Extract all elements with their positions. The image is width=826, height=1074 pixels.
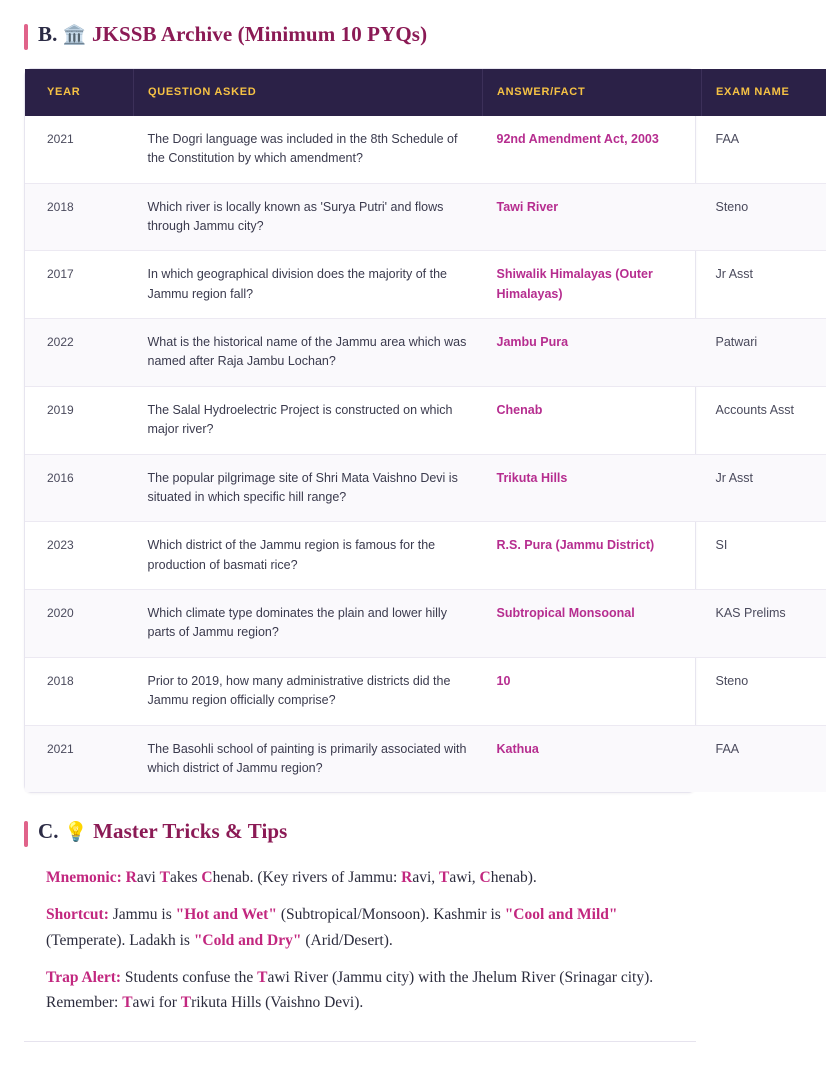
cell-answer: Jambu Pura [483, 319, 702, 387]
table-row [25, 725, 826, 792]
cell-question: Which district of the Jammu region is famous for the production of basmati rice? [134, 522, 483, 590]
table-header [25, 69, 826, 116]
tip-text: Students confuse the Tawi River (Jammu city) with the Jhelum River (Srinagar city). Remember: Tawi for Trikuta Hills (Vaishno Devi). [46, 968, 654, 1011]
cell-answer: R.S. Pura (Jammu District) [483, 522, 702, 590]
table-row [25, 251, 826, 319]
cell-question: The Basohli school of painting is primarily associated with which district of Jammu region? [134, 725, 483, 792]
section-title-text: JKSSB Archive (Minimum 10 PYQs) [91, 22, 428, 46]
cell-exam: Jr Asst [702, 251, 826, 319]
cell-exam: Jr Asst [702, 454, 826, 522]
cell-exam: FAA [702, 725, 826, 792]
cell-exam: Steno [702, 657, 826, 725]
column-header-year: YEAR [25, 69, 134, 116]
column-header-answer: ANSWER/FACT [483, 69, 702, 116]
cell-year: 2019 [25, 386, 134, 454]
cell-answer: 92nd Amendment Act, 2003 [496, 131, 659, 146]
cell-answer: Shiwalik Himalayas (Outer Himalayas) [483, 251, 702, 319]
cell-year: 2018 [25, 657, 134, 725]
table-row [25, 386, 826, 454]
tips-list [24, 865, 696, 1015]
pyq-table [25, 69, 826, 792]
cell-question: Which river is locally known as 'Surya Putri' and flows through Jammu city? [134, 183, 483, 251]
cell-question: In which geographical division does the majority of the Jammu region fall? [134, 251, 483, 319]
cell-question: Which climate type dominates the plain and lower hilly parts of Jammu region? [134, 590, 483, 658]
cell-answer: Trikuta Hills [483, 454, 702, 522]
bank-building-icon: 🏛️ [62, 24, 87, 46]
cell-year: 2021 [47, 131, 74, 146]
cell-exam: Steno [702, 183, 826, 251]
table-row [25, 319, 826, 387]
cell-year: 2017 [25, 251, 134, 319]
column-header-question: QUESTION ASKED [134, 69, 483, 116]
cell-exam: KAS Prelims [702, 590, 826, 658]
footer-divider [24, 1041, 696, 1042]
table-row [25, 590, 826, 658]
cell-question: The Dogri language was included in the 8th Schedule of the Constitution by which amendment? [147, 131, 458, 166]
cell-question: Prior to 2019, how many administrative districts did the Jammu region officially comprise? [134, 657, 483, 725]
tip-text: Jammu is "Hot and Wet" (Subtropical/Monsoon). Kashmir is "Cool and Mild" (Temperate). Ladakh is "Cold and Dry" (Arid/Desert). [46, 906, 618, 949]
cell-answer: Subtropical Monsoonal [483, 590, 702, 658]
cell-question: The Salal Hydroelectric Project is constructed on which major river? [134, 386, 483, 454]
section-title-tricks [38, 819, 287, 844]
cell-question: The popular pilgrimage site of Shri Mata Vaishno Devi is situated in which specific hill range? [134, 454, 483, 522]
cell-exam: Accounts Asst [702, 386, 826, 454]
table-header-row [25, 69, 826, 116]
cell-year: 2020 [25, 590, 134, 658]
cell-exam: SI [702, 522, 826, 590]
table-row [25, 657, 826, 725]
table-body [25, 116, 826, 793]
table-row [25, 116, 826, 183]
section-letter: B. [38, 22, 58, 46]
tip-label: Mnemonic: [46, 869, 122, 887]
lightbulb-icon: 💡 [63, 821, 88, 844]
tip-item [46, 965, 692, 1015]
table-row [25, 522, 826, 590]
section-accent-bar [24, 821, 28, 847]
section-heading-archive [24, 22, 696, 50]
pyq-table-container [24, 68, 795, 793]
cell-question: What is the historical name of the Jammu area which was named after Raja Jambu Lochan? [134, 319, 483, 387]
tip-item [46, 902, 692, 952]
cell-exam: FAA [715, 131, 740, 146]
tip-label: Trap Alert: [46, 968, 122, 986]
cell-year: 2021 [25, 725, 134, 792]
cell-answer: 10 [483, 657, 702, 725]
section-heading-tricks [24, 819, 696, 847]
tip-label: Shortcut: [46, 906, 109, 924]
table-row [25, 454, 826, 522]
cell-answer: Tawi River [483, 183, 702, 251]
cell-year: 2023 [25, 522, 134, 590]
cell-year: 2022 [25, 319, 134, 387]
section-accent-bar [24, 24, 28, 50]
table-row [25, 183, 826, 251]
tip-item [46, 865, 692, 890]
column-header-exam: EXAM NAME [702, 69, 826, 116]
cell-answer: Kathua [483, 725, 702, 792]
cell-answer: Chenab [483, 386, 702, 454]
cell-exam: Patwari [702, 319, 826, 387]
cell-year: 2018 [25, 183, 134, 251]
tip-text: Ravi Takes Chenab. (Key rivers of Jammu: Ravi, Tawi, Chenab). [125, 869, 537, 887]
section-title-archive [38, 22, 427, 47]
section-title-text: Master Tricks & Tips [93, 819, 288, 844]
cell-year: 2016 [25, 454, 134, 522]
section-letter: C. [38, 819, 59, 844]
